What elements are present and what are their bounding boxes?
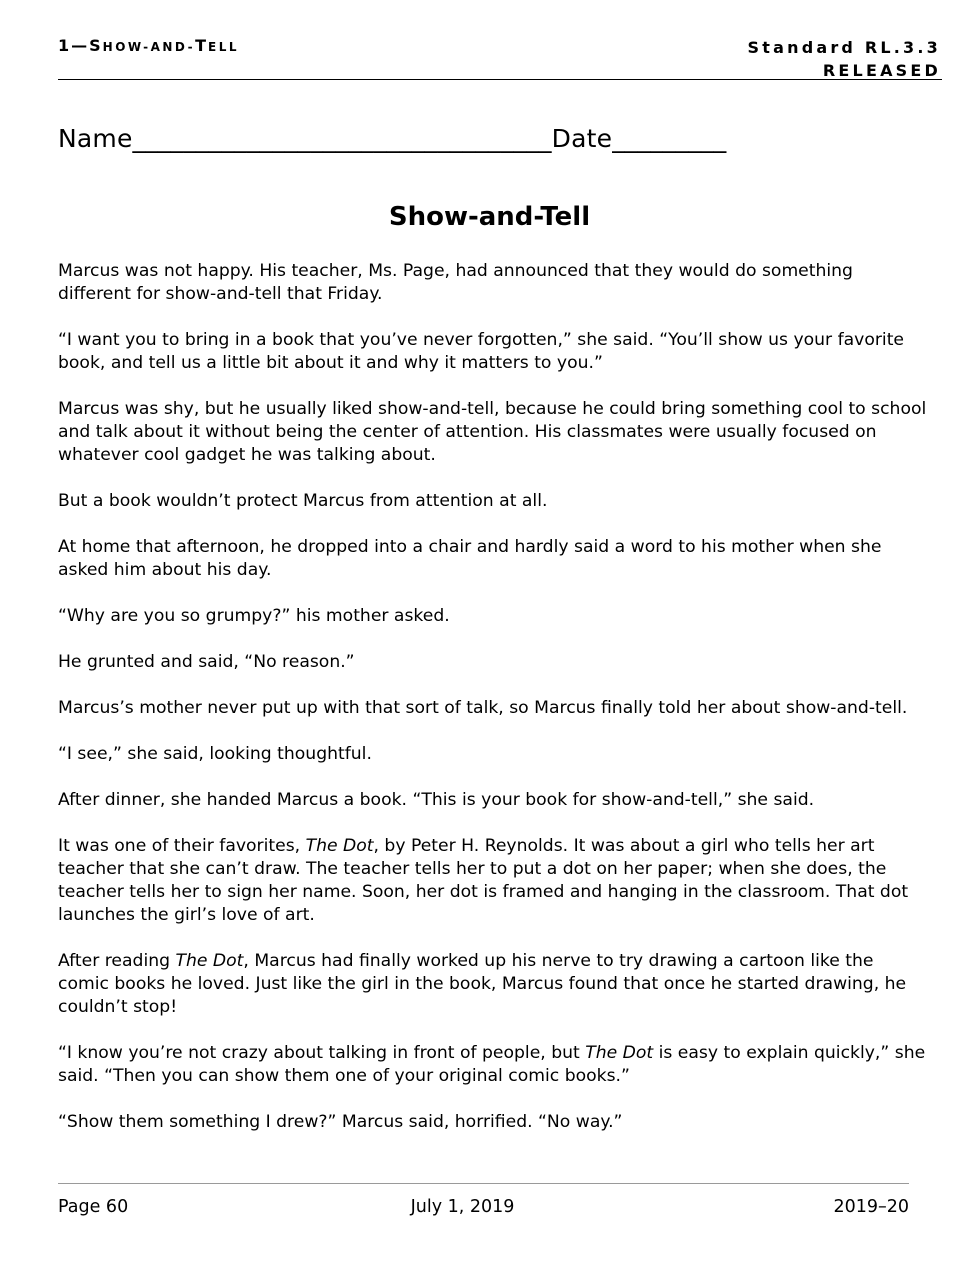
header-standard-code: Standard RL.3.3 (747, 38, 941, 57)
footer-school-year: 2019–20 (833, 1197, 909, 1217)
header-title-s: S (89, 36, 103, 55)
paragraph-text: is easy to explain quickly,” she said. “Then you can show them one of your original comic books.” (58, 1043, 926, 1086)
footer-divider (58, 1183, 909, 1184)
header-standard (748, 36, 941, 82)
paragraph (58, 950, 928, 1019)
book-title: The Dot (585, 1043, 654, 1063)
header-title-how: HOW (102, 40, 144, 54)
header-section-title (58, 36, 239, 55)
header-title-ell: ELL (208, 40, 240, 54)
footer-page-number: Page 60 (58, 1197, 129, 1217)
header-divider (58, 79, 942, 80)
paragraph-text: , Marcus had finally worked up his nerve to try drawing a cartoon like the comic books he loved. Just like the girl in the book, Marcus found that once he started drawing, he couldn’t stop! (58, 951, 907, 1017)
book-title: The Dot (175, 951, 244, 971)
paragraph-text: After reading (58, 951, 176, 971)
paragraph: “Show them something I drew?” Marcus said, horrified. “No way.” (58, 1112, 623, 1132)
paragraph: Marcus’s mother never put up with that sort of talk, so Marcus finally told her about show-and-tell. (58, 698, 908, 718)
book-title: The Dot (305, 836, 374, 856)
paragraph: Marcus was shy, but he usually liked show-and-tell, because he could bring something cool to school and talk about it without being the center of attention. His classmates were usually focused on whatever cool gadget he was talking about. (58, 399, 927, 465)
paragraph-text: , by Peter H. Reynolds. It was about a girl who tells her art teacher that she can’t draw. The teacher tells her to put a dot on her paper; when she does, the teacher tells her to sign her name. Soon, her dot is framed and hanging in the classroom. That dot launches the girl’s love of art. (58, 836, 909, 925)
paragraph: At home that afternoon, he dropped into a chair and hardly said a word to his mother when she asked him about his day. (58, 537, 882, 580)
paragraph (58, 1042, 928, 1088)
passage-body (58, 260, 928, 1157)
paragraph-text: It was one of their favorites, (58, 836, 306, 856)
paragraph: “I want you to bring in a book that you’ve never forgotten,” she said. “You’ll show us your favorite book, and tell us a little bit about it and why it matters to you.” (58, 330, 905, 373)
paragraph: “Why are you so grumpy?” his mother asked. (58, 606, 450, 626)
paragraph (58, 835, 928, 927)
header-status: RELEASED (822, 61, 941, 80)
name-date-line: Name_________________________________Date_________ (58, 124, 727, 153)
paragraph: “I see,” she said, looking thoughtful. (58, 744, 372, 764)
footer-date: July 1, 2019 (410, 1197, 515, 1217)
paragraph: Marcus was not happy. His teacher, Ms. Page, had announced that they would do something different for show-and-tell that Friday. (58, 261, 853, 304)
paragraph: He grunted and said, “No reason.” (58, 652, 355, 672)
header-number: 1— (58, 36, 90, 55)
passage-title: Show-and-Tell (388, 202, 591, 232)
paragraph: After dinner, she handed Marcus a book. “This is your book for show-and-tell,” she said. (58, 790, 815, 810)
paragraph-text: “I know you’re not crazy about talking in front of people, but (58, 1043, 586, 1063)
header-title-and: -AND- (143, 40, 196, 54)
paragraph: But a book wouldn’t protect Marcus from attention at all. (58, 491, 548, 511)
header-title-t: T (195, 36, 209, 55)
